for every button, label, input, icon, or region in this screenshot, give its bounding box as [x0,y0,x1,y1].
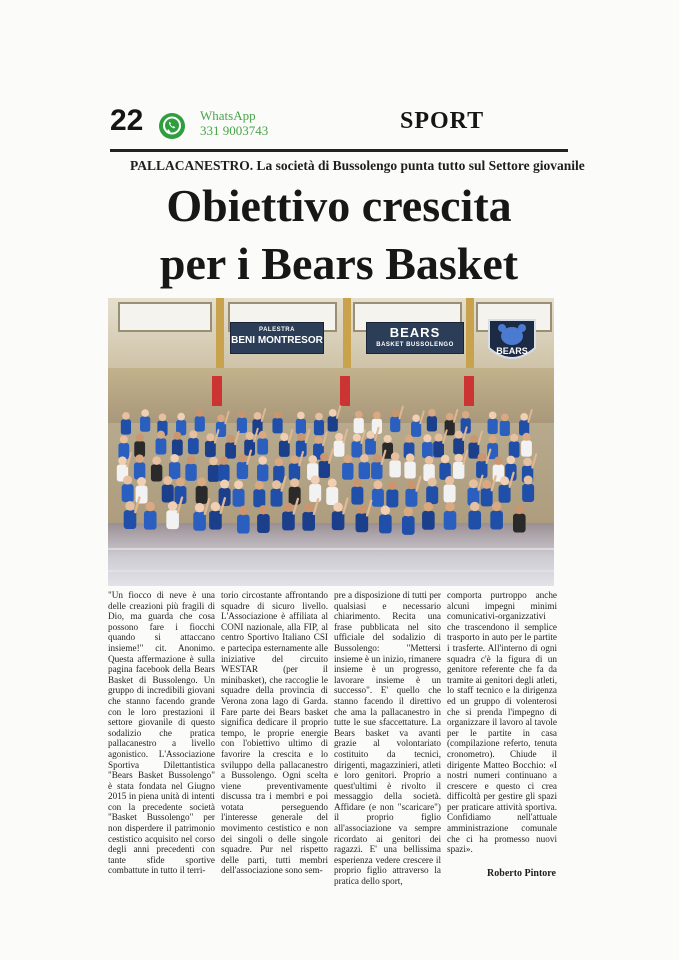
article-column-4 [447,590,557,855]
column-1-text: "Un fiocco di neve è una delle creazioni più fragili di Dio, ma guarda che cosa possono fare i fiocchi quando si attaccano insieme!" cit. Anonimo. Questa affermazione è sulla pagina facebook della Bears Basket di Bussolengo. Un gruppo di incredibili giovani che stanno facendo grande con le loro prestazioni il settore giovanile di questo sodalizio che pratica pallacanestro a livello agonistico. L'Associazione Sportiva Dilettantistica "Bears Basket Bussolengo" è stata fondata nel Giugno 2015 in piena unità di intenti con la precedente società "Basket Bussolengo" per non disperdere il patrimonio cestistico acquisito nel corso degli anni precedenti con tante sfide sportive combattute in tutto il terri- [108,590,215,876]
player-figure [257,505,270,533]
player-figure [433,430,447,457]
player-figure [282,499,298,531]
player-figure [257,456,268,481]
column-4-text: comporta purtroppo anche alcuni impegni minimi comunicativi-organizzativi che trascendono il semplice trasporto in auto per le partite i trasferte. All'interno di ogni squadra c'è la figura di un genitore referente che fa da tramite ai genitori degli atleti, lo staff tecnico e la dirigenza ed un gruppo di volenterosi che si prenda l'impegno di organizzare il lavoro al tavole per le partite in casa (compilazione referto, tenuta cronometro). Chiude il dirigente Matteo Bocchio: «I nostri numeri continuano a crescere e questo ci crea difficoltà per gestire gli spazi per praticare attività sportiva. Confidiamo nell'attuale amministrazione comunale che ci ha promesso nuovi spazi». [447,590,557,855]
headline-line-1: Obiettivo crescita [166,180,512,231]
player-figure [467,476,482,506]
player-figure [481,476,496,506]
player-figure [195,409,205,432]
player-figure [134,434,145,458]
player-figure [351,430,365,457]
player-figure [423,456,434,481]
player-figure [411,411,424,437]
whatsapp-icon [158,112,186,140]
player-figure [359,454,370,479]
player-figure [193,499,209,531]
logo-text: BEARS [496,346,528,356]
player-figure [402,507,415,535]
player-figure [272,411,282,434]
player-figure [390,407,403,433]
player-figure [121,412,131,435]
page-number: 22 [110,104,144,137]
player-figure [444,502,457,530]
banner-left-main: BENI MONTRESOR [231,335,323,346]
player-figure [279,430,293,457]
player-figure [257,431,268,455]
article-column-2 [221,590,328,876]
player-figure [237,410,247,433]
player-figure [522,476,534,503]
player-figure [289,452,303,481]
player-figure [342,455,353,480]
player-figure [444,476,456,503]
banner-left-top: PALESTRA [259,327,295,333]
player-figure [140,409,150,432]
player-figure [422,434,433,458]
column-3-text: pre a disposizione di tutti per qualsiasi e necessario chiarimento. Recita una frase pubblicata nel sito ufficiale del sodalizio di Bussolengo: "Mettersi insieme è un inizio, rimanere insieme è un progresso, lavorare insieme è un successo". E' quello che stanno facendo il direttivo che ama la pallacanestro in tutte le sue sfaccettature. La Bears basket va avanti grazie al volontariato costituito da tecnici, dirigenti, magazzinieri, atleti e loro genitori. Proprio a quest'ultimi è rivolto il messaggio della società. Affidare (e non "scaricare") il proprio figlio all'associazione va sempre ricordato ai genitori dei ragazzi. E' una bellissima esperienza vedere crescere il proprio figlio attraverso la pratica dello sport, [334,590,441,887]
player-figure [488,412,498,435]
player-figure [162,476,174,503]
player-figure [309,476,321,503]
player-figure [289,478,301,505]
player-figure [302,499,318,530]
player-figure [490,502,503,530]
player-figure [509,434,520,458]
player-figure [521,433,532,457]
article-kicker: PALLACANESTRO. La società di Bussolengo punta tutto sul Settore giovanile [130,158,585,173]
player-figure [334,430,348,457]
player-figure [208,457,219,482]
player-figure [328,406,341,432]
player-figure [151,456,162,481]
article-column-1 [108,590,215,876]
player-figure [233,480,245,507]
player-figure [365,428,379,455]
player-figure [196,477,208,504]
player-figure [468,502,481,530]
team-photo [108,298,554,586]
whatsapp-number: 331 9003743 [200,123,269,138]
player-figure [372,480,384,507]
player-figure [218,456,229,481]
player-figure [118,435,129,459]
player-figure [405,477,420,507]
player-figure [252,409,265,435]
player-figure [354,411,364,434]
player-figure [253,481,265,508]
player-figure [351,478,363,505]
column-2-text: torio circostante affrontando squadre di sicuro livello. L'Associazione è affiliata al CONI nazionale, alla FIP, al centro Sportivo Italiano CSI e partecipa esternamente alle iniziative del circuito WESTAR (per il minibasket), che raccoglie le squadre della provincia di Verona zona lago di Garda. Fare parte dei Bears basket significa dedicare il proprio tempo, le proprie energie con l'obiettivo ultimo di favorire la crescita e lo sviluppo della pallacanestro a Bussolengo. Ogni scelta viene preventivamente discussa tra i membri e poi votata perseguendo l'interesse generale del movimento cestistico e non dei singoli o delle singole squadre. Pur nel rispetto delle parti, tutti membri dell'associazione sono sem- [221,590,328,876]
player-figure [144,502,157,530]
player-figure [122,476,134,503]
player-figure [326,478,338,505]
headline-line-2: per i Bears Basket [159,238,519,289]
article-column-3 [334,590,441,887]
player-figure [404,453,415,478]
player-figure [422,502,435,530]
player-figure [389,452,400,477]
player-figure [379,506,392,534]
player-figure [169,454,180,479]
player-figure [225,432,239,459]
whatsapp-label: WhatsApp [200,108,256,123]
player-figure [519,410,532,436]
player-figure [134,454,145,479]
player-figure [513,505,526,533]
player-figure [188,430,199,454]
player-figure [185,456,196,481]
player-figure [386,481,398,508]
player-figure [172,432,183,456]
players-group [108,298,554,586]
player-figure [237,451,251,480]
player-figure [500,414,510,437]
player-figure [356,501,372,533]
banner-right-sub: BASKET BUSSOLENGO [376,342,454,348]
player-figure [453,427,467,454]
player-figure [273,458,284,483]
player-figure [296,412,306,435]
header-rule [110,149,568,152]
player-figure [426,478,438,505]
player-figure [156,431,167,455]
banner-right-main: BEARS [389,325,441,340]
player-figure [205,430,219,457]
player-figure [124,497,140,529]
section-title: SPORT [400,108,485,134]
player-figure [136,477,148,504]
player-figure [271,477,286,507]
byline: Roberto Pintore [487,868,556,879]
player-figure [453,450,467,479]
player-figure [371,451,385,480]
player-figure [237,506,250,534]
player-figure [314,413,324,436]
player-figure [209,498,225,530]
player-figure [427,409,437,432]
